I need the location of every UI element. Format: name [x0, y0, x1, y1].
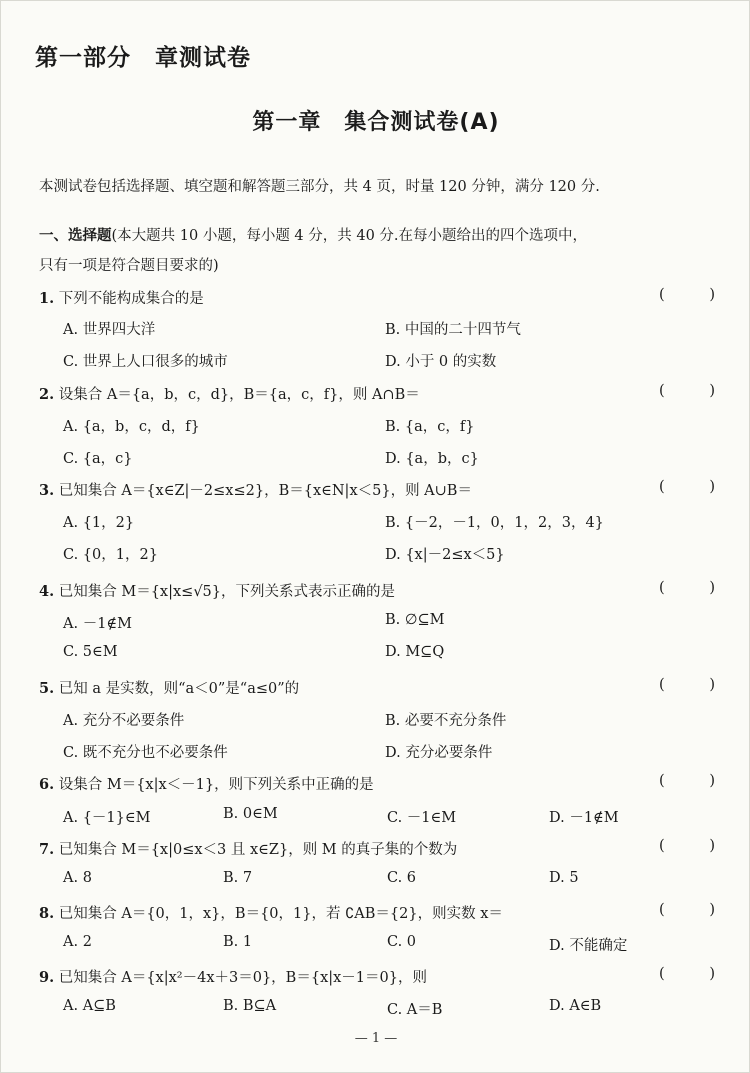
- question-stem: 设集合 M＝{x|x＜－1}，则下列关系中正确的是: [58, 777, 374, 793]
- question-number: 4.: [39, 583, 55, 600]
- question-number: 6.: [39, 776, 55, 793]
- option-b: B. 1: [223, 934, 253, 950]
- option-b: B. 必要不充分条件: [385, 713, 507, 729]
- option-a: A. 8: [63, 870, 92, 886]
- question-number: 5.: [39, 680, 55, 697]
- option-a: A. {－1}∈M: [63, 810, 151, 826]
- option-c: C. 5∈M: [63, 644, 118, 660]
- question-stem: 已知集合 M＝{x|x≤√5}，下列关系式表示正确的是: [58, 584, 396, 600]
- section-heading: [39, 221, 719, 281]
- part-title: 第一部分 章测试卷: [35, 45, 251, 71]
- answer-blank: ( ): [659, 580, 715, 596]
- option-d: D. 小于 0 的实数: [385, 354, 497, 370]
- page-number: — 1 —: [354, 1031, 398, 1046]
- option-c: C. A＝B: [387, 1002, 443, 1018]
- answer-blank: ( ): [659, 773, 715, 789]
- answer-blank: ( ): [659, 966, 715, 982]
- option-c: C. －1∈M: [387, 810, 457, 826]
- question-5: [39, 677, 715, 698]
- option-d: D. A∈B: [549, 998, 602, 1014]
- question-stem: 设集合 A＝{a，b，c，d}，B＝{a，c，f}，则 A∩B＝: [58, 387, 420, 403]
- option-d: D. 5: [549, 870, 579, 886]
- question-number: 7.: [39, 841, 55, 858]
- answer-blank: ( ): [659, 383, 715, 399]
- option-b: B. {－2，－1，0，1，2，3，4}: [385, 515, 604, 531]
- option-b: B. ∅⊆M: [385, 612, 445, 628]
- option-c: C. 世界上人口很多的城市: [63, 354, 228, 370]
- question-stem: 已知集合 A＝{0，1，x}，B＝{0，1}，若 ∁AB＝{2}，则实数 x＝: [58, 906, 503, 922]
- answer-blank: ( ): [659, 287, 715, 303]
- question-4: [39, 580, 715, 601]
- answer-blank: ( ): [659, 677, 715, 693]
- option-c: C. 既不充分也不必要条件: [63, 745, 228, 761]
- question-number: 8.: [39, 905, 55, 922]
- question-number: 9.: [39, 969, 55, 986]
- option-d: D. －1∉M: [549, 810, 619, 826]
- option-b: B. 0∈M: [223, 806, 278, 822]
- intro-text: 本测试卷包括选择题、填空题和解答题三部分，共 4 页，时量 120 分钟，满分 120 分.: [39, 179, 600, 195]
- question-6: [39, 773, 715, 794]
- option-d: D. {a，b，c}: [385, 451, 479, 467]
- question-1: [39, 287, 715, 308]
- option-a: A. 充分不必要条件: [63, 713, 185, 729]
- question-number: 1.: [39, 290, 55, 307]
- question-2: [39, 383, 715, 404]
- option-a: A. －1∉M: [63, 616, 132, 632]
- question-number: 2.: [39, 386, 55, 403]
- question-7: [39, 838, 715, 859]
- option-a: A. 2: [63, 934, 92, 950]
- question-stem: 下列不能构成集合的是: [58, 291, 204, 307]
- question-8: [39, 902, 715, 923]
- option-b: B. 7: [223, 870, 253, 886]
- chapter-title: 第一章 集合测试卷(A): [252, 110, 500, 135]
- answer-blank: ( ): [659, 902, 715, 918]
- option-c: C. 0: [387, 934, 417, 950]
- option-d: D. 充分必要条件: [385, 745, 493, 761]
- section-note-line1: (本大题共 10 小题，每小题 4 分，共 40 分.在每小题给出的四个选项中，: [111, 228, 588, 244]
- question-stem: 已知集合 M＝{x|0≤x＜3 且 x∈Z}，则 M 的真子集的个数为: [58, 842, 458, 858]
- option-d: D. M⊆Q: [385, 644, 445, 660]
- option-a: A. {a，b，c，d，f}: [63, 419, 200, 435]
- option-a: A. 世界四大洋: [63, 322, 156, 338]
- section-title: 一、选择题: [39, 228, 112, 244]
- option-a: A. A⊆B: [63, 998, 116, 1014]
- option-b: B. 中国的二十四节气: [385, 322, 521, 338]
- question-stem: 已知集合 A＝{x|x²－4x＋3＝0}，B＝{x|x－1＝0}，则: [58, 970, 427, 986]
- answer-blank: ( ): [659, 838, 715, 854]
- question-stem: 已知 a 是实数，则“a＜0”是“a≤0”的: [58, 681, 300, 697]
- question-number: 3.: [39, 482, 55, 499]
- option-c: C. {0，1，2}: [63, 547, 158, 563]
- option-d: D. {x|－2≤x＜5}: [385, 547, 505, 563]
- option-c: C. 6: [387, 870, 417, 886]
- question-3: [39, 479, 715, 500]
- option-d: D. 不能确定: [549, 938, 628, 954]
- option-b: B. {a，c，f}: [385, 419, 475, 435]
- question-stem: 已知集合 A＝{x∈Z|－2≤x≤2}，B＝{x∈N|x＜5}，则 A∪B＝: [58, 483, 472, 499]
- option-a: A. {1，2}: [63, 515, 135, 531]
- question-9: [39, 966, 715, 987]
- answer-blank: ( ): [659, 479, 715, 495]
- option-c: C. {a，c}: [63, 451, 133, 467]
- option-b: B. B⊆A: [223, 998, 277, 1014]
- section-note-line2: 只有一项是符合题目要求的): [39, 258, 219, 274]
